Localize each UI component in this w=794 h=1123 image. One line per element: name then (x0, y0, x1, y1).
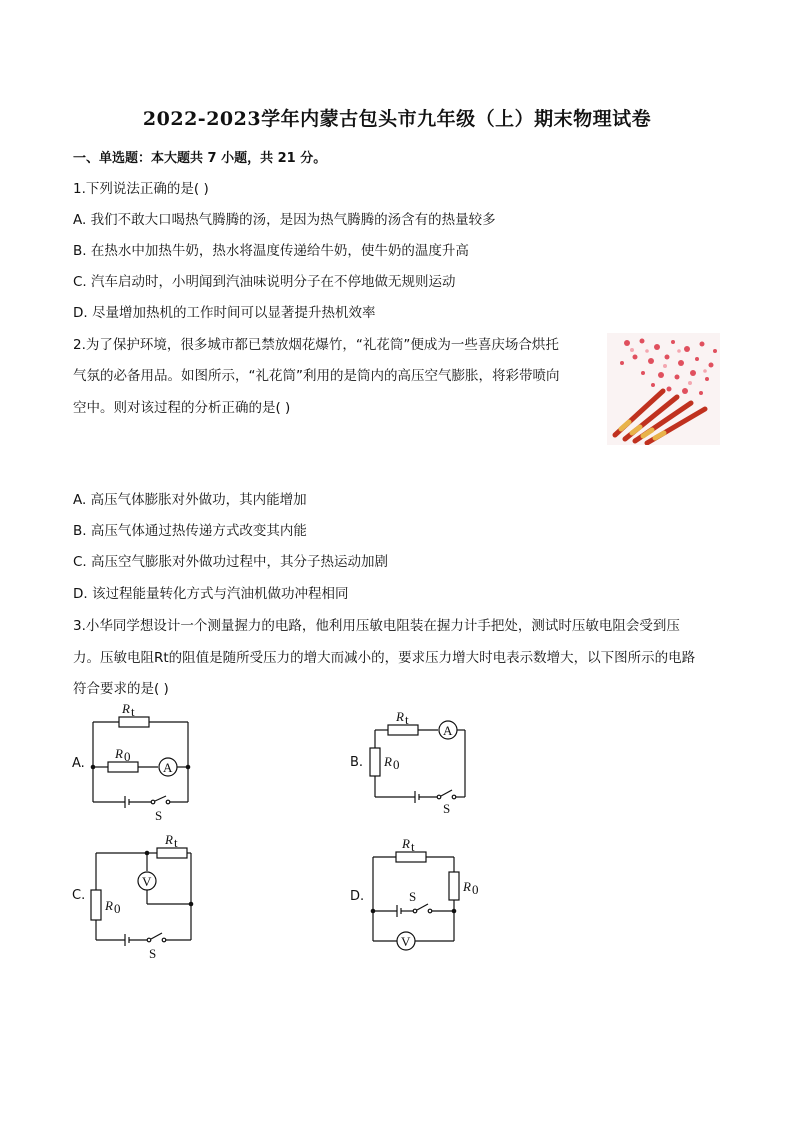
q3-stem-line-2: 力。压敏电阻Rt的阻值是随所受压力的增大而减小的，要求压力增大时电表示数增大，以下图所示的电路 (73, 650, 696, 666)
circuit-c-r0-resistor (91, 890, 101, 920)
q2-stem-line-1: 2.为了保护环境，很多城市都已禁放烟花爆竹，“礼花筒”便成为一些喜庆场合烘托 (73, 337, 559, 353)
q1-option-d: D. 尽量增加热机的工作时间可以显著提升热机效率 (73, 305, 376, 321)
circuit-d-r0-label: R (463, 879, 471, 894)
circuit-a-rt-subscript: t (131, 704, 135, 719)
circuit-c-rt-resistor (157, 848, 187, 858)
section-heading: 一、单选题：本大题共 7 小题，共 21 分。 (73, 151, 327, 166)
q1-stem: 1.下列说法正确的是( ) (73, 181, 209, 197)
circuit-b-rt-label: R (396, 709, 404, 724)
q2-option-b: B. 高压气体通过热传递方式改变其内能 (73, 523, 307, 539)
circuit-b-switch-label: S (443, 801, 451, 815)
circuit-c-rt-subscript: t (174, 835, 178, 850)
circuit-a-rt-label: R (122, 701, 130, 716)
circuit-d-r0-subscript: 0 (472, 882, 479, 897)
circuit-d-switch-label: S (409, 889, 417, 904)
q2-option-a: A. 高压气体膨胀对外做功，其内能增加 (73, 492, 307, 508)
circuit-a-r0-subscript: 0 (124, 749, 131, 764)
circuit-c-label: C. (72, 888, 86, 903)
q2-stem-line-3: 空中。则对该过程的分析正确的是( ) (73, 400, 291, 416)
circuit-b-rt-resistor (388, 725, 418, 735)
circuit-a-r0-label: R (115, 746, 123, 761)
q1-option-c: C. 汽车启动时，小明闻到汽油味说明分子在不停地做无规则运动 (73, 274, 456, 290)
circuit-c-meter-label: V (142, 874, 152, 889)
circuit-b-label: B. (350, 755, 364, 770)
circuit-c-r0-subscript: 0 (114, 901, 121, 916)
circuit-b-r0-resistor (370, 748, 380, 776)
circuit-d-diagram (365, 835, 485, 960)
circuit-a-meter-label: A (163, 760, 173, 775)
q3-stem-line-3: 符合要求的是( ) (73, 681, 169, 697)
q1-option-b: B. 在热水中加热牛奶，热水将温度传递给牛奶，使牛奶的温度升高 (73, 243, 469, 259)
circuit-a-r0-resistor (108, 762, 138, 772)
q2-option-c: C. 高压空气膨胀对外做功过程中，其分子热运动加剧 (73, 554, 389, 570)
circuit-b-rt-subscript: t (405, 712, 409, 727)
circuit-a-label: A. (72, 756, 85, 771)
circuit-d-meter-label: V (401, 934, 411, 949)
circuit-c-r0-label: R (105, 898, 113, 913)
circuit-c-switch-label: S (149, 946, 157, 961)
circuit-d-rt-label: R (402, 836, 410, 851)
circuit-b-r0-subscript: 0 (393, 757, 400, 772)
circuit-d-rt-subscript: t (411, 839, 415, 854)
page-title: 2022-2023学年内蒙古包头市九年级（上）期末物理试卷 (142, 108, 652, 130)
q1-option-a: A. 我们不敢大口喝热气腾腾的汤，是因为热气腾腾的汤含有的热量较多 (73, 212, 496, 228)
confetti-cannon-image (607, 333, 720, 445)
circuit-a-switch-label: S (155, 808, 163, 823)
circuit-b-r0-label: R (384, 754, 392, 769)
q2-option-d: D. 该过程能量转化方式与汽油机做功冲程相同 (73, 586, 349, 602)
circuit-b-meter-label: A (443, 723, 453, 738)
circuit-d-r0-resistor (449, 872, 459, 900)
circuit-b-diagram (365, 705, 475, 815)
circuit-c-rt-label: R (165, 832, 173, 847)
q3-stem-line-1: 3.小华同学想设计一个测量握力的电路，他利用压敏电阻装在握力计手把处，测试时压敏电阻会受到压 (73, 618, 680, 634)
q2-stem-line-2: 气氛的必备用品。如图所示，“礼花筒”利用的是筒内的高压空气膨胀，将彩带喷向 (73, 368, 560, 384)
circuit-a-diagram (85, 700, 205, 825)
circuit-d-label: D. (350, 889, 365, 904)
circuit-c-diagram (85, 828, 205, 963)
